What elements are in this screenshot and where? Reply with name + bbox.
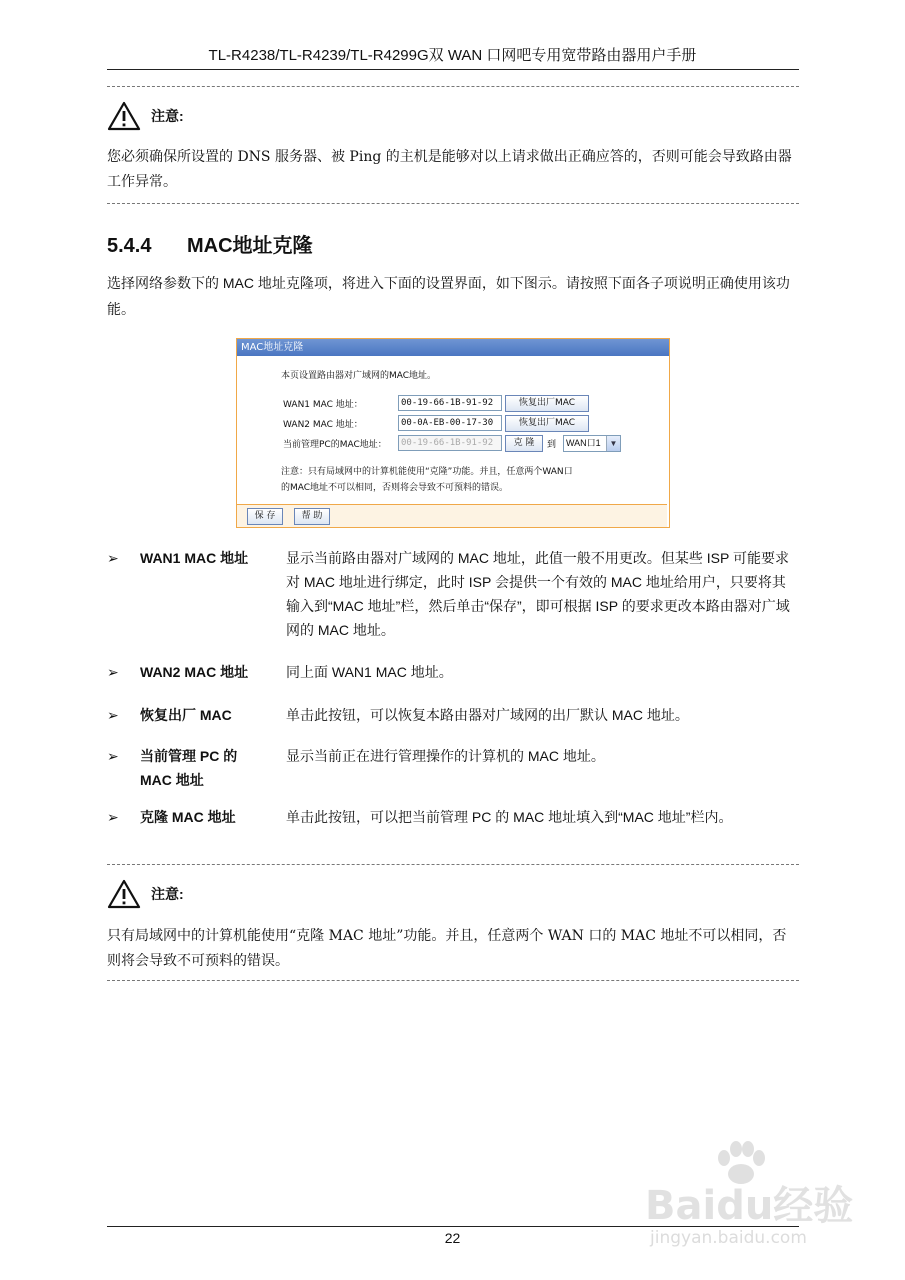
wan1-restore-button[interactable]: 恢复出厂MAC — [505, 395, 589, 412]
description-text: 显示当前正在进行管理操作的计算机的 MAC 地址。 — [286, 748, 605, 764]
page-header-title: TL-R4238/TL-R4239/TL-R4299G双 WAN 口网吧专用宽带路由器用户手册 — [208, 47, 697, 64]
note-top-divider — [107, 86, 799, 87]
wan2-restore-button[interactable]: 恢复出厂MAC — [505, 415, 589, 432]
wan-port-select[interactable] — [563, 435, 621, 452]
description-item — [107, 805, 799, 855]
help-button[interactable]: 帮 助 — [294, 508, 330, 525]
description-term: WAN1 MAC 地址 — [140, 550, 249, 566]
warning-icon — [107, 101, 141, 131]
to-label: 到 — [547, 440, 557, 450]
description-term: 克隆 MAC 地址 — [140, 809, 236, 825]
panel-body — [237, 356, 667, 504]
note-heading — [107, 101, 184, 131]
pc-mac-input: 00-19-66-1B-91-92 — [398, 435, 502, 451]
note-bottom-divider — [107, 203, 799, 204]
watermark-brand: Baidu经验 — [645, 1183, 854, 1229]
bullet-arrow-icon: ➢ — [107, 707, 119, 723]
panel-note-line1: 注意：只有局域网中的计算机能使用“克隆”功能。并且，任意两个WAN口 — [281, 467, 573, 477]
page-number: 22 — [444, 1230, 461, 1246]
bullet-arrow-icon: ➢ — [107, 809, 119, 825]
section-intro: 选择网络参数下的 MAC 地址克隆项，将进入下面的设置界面，如下图示。请按照下面各子项说明正确使用该功能。 — [107, 275, 790, 317]
bullet-arrow-icon: ➢ — [107, 748, 119, 764]
note-text: 只有局域网中的计算机能使用“克隆 MAC 地址”功能。并且，任意两个 WAN 口的 MAC 地址不可以相同，否则将会导致不可预料的错误。 — [107, 928, 787, 969]
note-bottom-divider — [107, 980, 799, 981]
section-number: 5.4.4 — [107, 235, 152, 257]
wan2-mac-input[interactable]: 00-0A-EB-00-17-30 — [398, 415, 502, 431]
wan-port-select-value: WAN口1 — [566, 438, 601, 448]
note-heading — [107, 879, 184, 909]
chevron-down-icon: ▼ — [606, 436, 620, 451]
pc-mac-label: 当前管理PC的MAC地址： — [283, 440, 387, 450]
section-title: MAC地址克隆 — [187, 235, 313, 257]
panel-footer — [237, 504, 667, 527]
description-item — [107, 660, 799, 686]
bullet-arrow-icon: ➢ — [107, 664, 119, 680]
watermark-url: jingyan.baidu.com — [650, 1228, 807, 1248]
panel-note-line2: 的MAC地址不可以相同，否则将会导致不可预料的错误。 — [281, 483, 509, 493]
footer-rule — [107, 1226, 799, 1227]
description-text: 单击此按钮，可以恢复本路由器对广域网的出厂默认 MAC 地址。 — [286, 707, 689, 723]
description-term: 当前管理 PC 的 MAC 地址 — [140, 748, 238, 788]
note-top-divider — [107, 864, 799, 865]
baidu-watermark — [640, 1140, 860, 1270]
save-button[interactable]: 保 存 — [247, 508, 283, 525]
wan1-mac-input[interactable]: 00-19-66-1B-91-92 — [398, 395, 502, 411]
description-text: 同上面 WAN1 MAC 地址。 — [286, 664, 453, 680]
panel-title: MAC地址克隆 — [237, 339, 669, 356]
clone-button[interactable]: 克 隆 — [505, 435, 543, 452]
description-item — [107, 744, 799, 794]
panel-description: 本页设置路由器对广域网的MAC地址。 — [281, 371, 437, 381]
note-text: 您必须确保所设置的 DNS 服务器、被 Ping 的主机是能够对以上请求做出正确应答的，否则可能会导致路由器工作异常。 — [107, 149, 792, 190]
note-label: 注意: — [151, 886, 184, 902]
warning-icon — [107, 879, 141, 909]
description-item — [107, 703, 799, 729]
mac-clone-panel — [236, 338, 670, 528]
section-heading — [107, 229, 313, 258]
header-rule — [107, 69, 799, 70]
description-item — [107, 546, 799, 646]
wan2-mac-label: WAN2 MAC 地址： — [283, 420, 363, 430]
description-text: 单击此按钮，可以把当前管理 PC 的 MAC 地址填入到“MAC 地址”栏内。 — [286, 809, 733, 825]
wan1-mac-label: WAN1 MAC 地址： — [283, 400, 363, 410]
description-text: 显示当前路由器对广域网的 MAC 地址，此值一般不用更改。但某些 ISP 可能要求对 MAC 地址进行绑定，此时 ISP 会提供一个有效的 MAC 地址给用户，只要将其输入到“MAC 地址”栏，然后单击“保存”，即可根据 ISP 的要求更改本路由器对广域网的 MAC 地址。 — [286, 550, 790, 638]
bullet-arrow-icon: ➢ — [107, 550, 119, 566]
description-term: WAN2 MAC 地址 — [140, 664, 249, 680]
description-term: 恢复出厂 MAC — [140, 707, 232, 723]
note-label: 注意: — [151, 108, 184, 124]
